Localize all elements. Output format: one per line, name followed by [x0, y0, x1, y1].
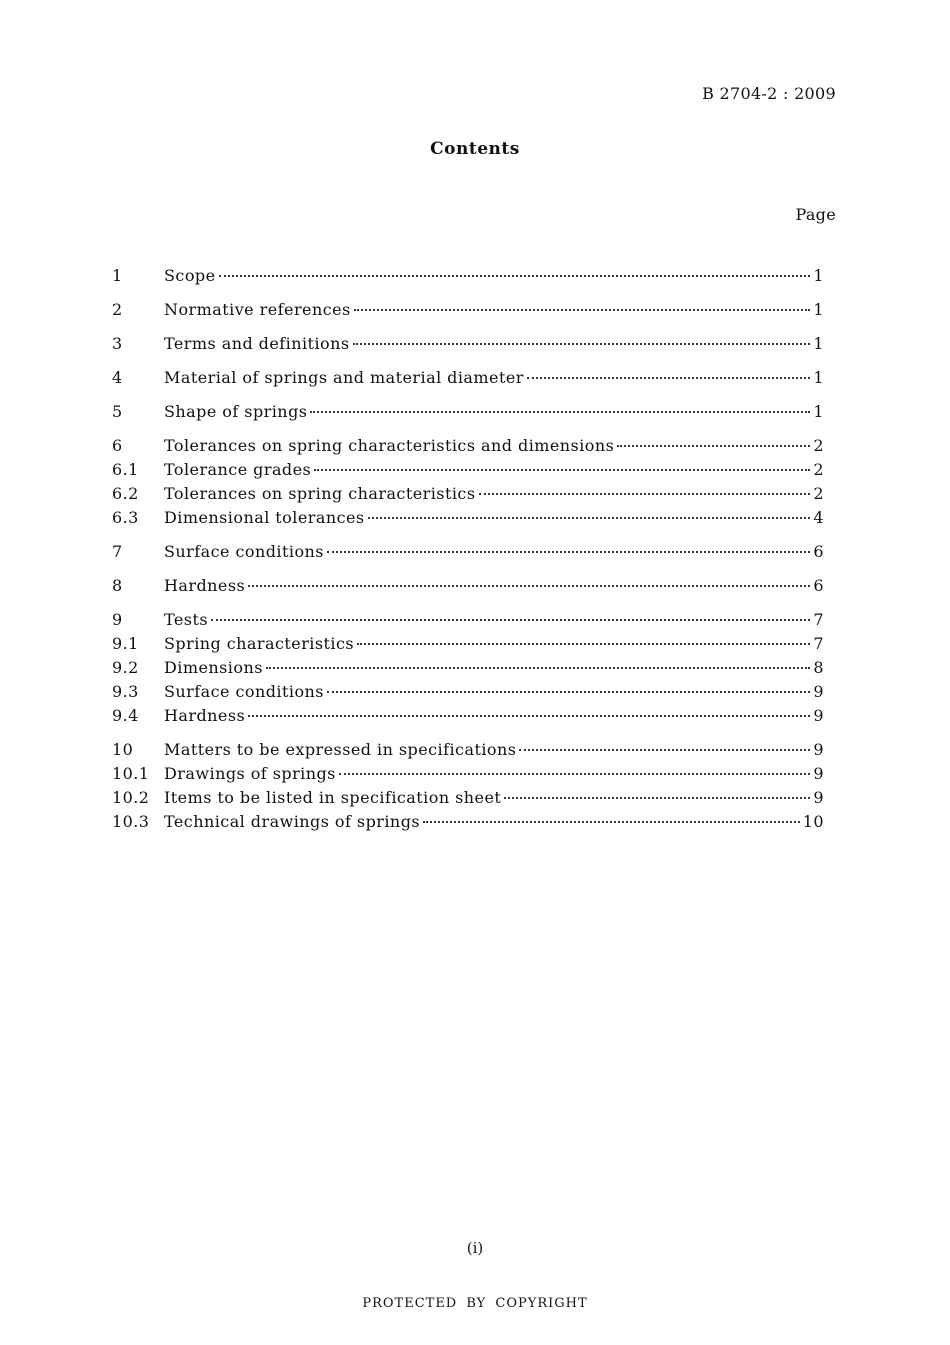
toc-entry-title: Tests — [164, 610, 208, 629]
toc-entry-title: Tolerance grades — [164, 460, 312, 479]
toc-entry-title: Shape of springs — [164, 402, 308, 421]
toc-entry-number: 10.2 — [112, 788, 150, 807]
toc-entry[interactable] — [112, 682, 824, 706]
toc-entry-title: Drawings of springs — [164, 764, 336, 783]
toc-entry-number: 3 — [112, 334, 123, 353]
toc-entry[interactable] — [112, 764, 824, 788]
toc-entry[interactable] — [112, 484, 824, 508]
toc-leader-dots — [339, 773, 811, 775]
toc-entry[interactable] — [112, 542, 824, 566]
toc-section-group — [112, 402, 824, 426]
toc-entry-page: 6 — [813, 542, 824, 561]
toc-entry-number: 8 — [112, 576, 123, 595]
toc-entry-title: Terms and definitions — [164, 334, 350, 353]
toc-entry-page: 10 — [802, 812, 824, 831]
toc-entry-title: Normative references — [164, 300, 351, 319]
toc-entry-page: 7 — [813, 634, 824, 653]
toc-entry-number: 9.4 — [112, 706, 139, 725]
toc-entry[interactable] — [112, 706, 824, 730]
toc-entry-title: Spring characteristics — [164, 634, 355, 653]
toc-entry-title: Scope — [164, 266, 216, 285]
toc-entry-page: 1 — [813, 368, 824, 387]
toc-leader-dots — [504, 797, 810, 799]
toc-entry-number: 6 — [112, 436, 123, 455]
toc-entry-number: 6.1 — [112, 460, 139, 479]
toc-leader-dots — [266, 667, 810, 669]
toc-leader-dots — [354, 309, 811, 311]
toc-entry-number: 9.3 — [112, 682, 139, 701]
toc-entry-number: 1 — [112, 266, 123, 285]
toc-entry-page: 9 — [813, 706, 824, 725]
toc-entry-title: Tolerances on spring characteristics and dimensions — [164, 436, 615, 455]
toc-entry-page: 1 — [813, 300, 824, 319]
toc-entry-title: Dimensions — [164, 658, 263, 677]
toc-entry[interactable] — [112, 334, 824, 358]
toc-entry-number: 6.2 — [112, 484, 139, 503]
toc-entry-number: 7 — [112, 542, 123, 561]
toc-entry-page: 8 — [813, 658, 824, 677]
toc-entry[interactable] — [112, 576, 824, 600]
toc-entry[interactable] — [112, 402, 824, 426]
toc-entry[interactable] — [112, 368, 824, 392]
toc-entry-number: 9.1 — [112, 634, 139, 653]
toc-entry-page: 9 — [813, 682, 824, 701]
toc-section-group — [112, 610, 824, 730]
toc-leader-dots — [248, 585, 810, 587]
toc-entry-page: 9 — [813, 788, 824, 807]
toc-entry-number: 2 — [112, 300, 123, 319]
toc-entry-title: Technical drawings of springs — [164, 812, 421, 831]
toc-entry[interactable] — [112, 300, 824, 324]
toc-leader-dots — [519, 749, 810, 751]
toc-section-group — [112, 300, 824, 324]
toc-leader-dots — [219, 275, 811, 277]
toc-entry-number: 6.3 — [112, 508, 139, 527]
page-folio: (i) — [466, 1239, 484, 1257]
page-title: Contents — [430, 139, 520, 159]
toc-leader-dots — [479, 493, 811, 495]
toc-entry-page: 6 — [813, 576, 824, 595]
toc-section-group — [112, 334, 824, 358]
toc-entry[interactable] — [112, 508, 824, 532]
toc-entry-title: Hardness — [164, 576, 246, 595]
toc-entry-page: 2 — [813, 436, 824, 455]
toc-section-group — [112, 436, 824, 532]
toc-entry-number: 10.1 — [112, 764, 150, 783]
toc-section-group — [112, 368, 824, 392]
toc-entry[interactable] — [112, 266, 824, 290]
toc-leader-dots — [314, 469, 810, 471]
toc-entry-title: Tolerances on spring characteristics — [164, 484, 476, 503]
toc-leader-dots — [357, 643, 810, 645]
toc-entry-title: Surface conditions — [164, 542, 324, 561]
toc-entry-title: Matters to be expressed in specifications — [164, 740, 517, 759]
page-column-label: Page — [795, 205, 836, 224]
toc-entry-title: Items to be listed in specification sheet — [164, 788, 502, 807]
toc-entry[interactable] — [112, 436, 824, 460]
toc-entry-number: 9.2 — [112, 658, 139, 677]
standard-number: B 2704-2 : 2009 — [702, 84, 836, 103]
toc-entry-number: 4 — [112, 368, 123, 387]
toc-leader-dots — [353, 343, 811, 345]
toc-leader-dots — [527, 377, 811, 379]
toc-entry[interactable] — [112, 812, 824, 836]
toc-entry-page: 7 — [813, 610, 824, 629]
toc-entry-number: 10 — [112, 740, 134, 759]
toc-entry[interactable] — [112, 658, 824, 682]
toc-entry-page: 4 — [813, 508, 824, 527]
toc-leader-dots — [310, 411, 810, 413]
toc-entry[interactable] — [112, 460, 824, 484]
toc-leader-dots — [327, 551, 810, 553]
toc-entry-page: 9 — [813, 764, 824, 783]
toc-entry-page: 1 — [813, 266, 824, 285]
toc-entry[interactable] — [112, 788, 824, 812]
toc-leader-dots — [327, 691, 810, 693]
toc-entry-title: Hardness — [164, 706, 246, 725]
toc-section-group — [112, 266, 824, 290]
toc-section-group — [112, 740, 824, 836]
toc-entry-number: 9 — [112, 610, 123, 629]
toc-entry-title: Surface conditions — [164, 682, 324, 701]
toc-entry-page: 2 — [813, 460, 824, 479]
toc-entry[interactable] — [112, 610, 824, 634]
toc-section-group — [112, 576, 824, 600]
toc-entry-page: 9 — [813, 740, 824, 759]
toc-leader-dots — [248, 715, 810, 717]
toc-entry-page: 2 — [813, 484, 824, 503]
toc-section-group — [112, 542, 824, 566]
toc-entry-number: 10.3 — [112, 812, 150, 831]
table-of-contents — [112, 266, 824, 846]
toc-leader-dots — [617, 445, 810, 447]
toc-leader-dots — [423, 821, 800, 823]
toc-leader-dots — [368, 517, 811, 519]
toc-entry-page: 1 — [813, 334, 824, 353]
toc-leader-dots — [211, 619, 810, 621]
toc-entry-title: Material of springs and material diameter — [164, 368, 524, 387]
toc-entry-title: Dimensional tolerances — [164, 508, 365, 527]
copyright-notice: PROTECTED BY COPYRIGHT — [362, 1296, 588, 1311]
toc-entry-number: 5 — [112, 402, 123, 421]
toc-entry[interactable] — [112, 634, 824, 658]
toc-entry-page: 1 — [813, 402, 824, 421]
toc-entry[interactable] — [112, 740, 824, 764]
